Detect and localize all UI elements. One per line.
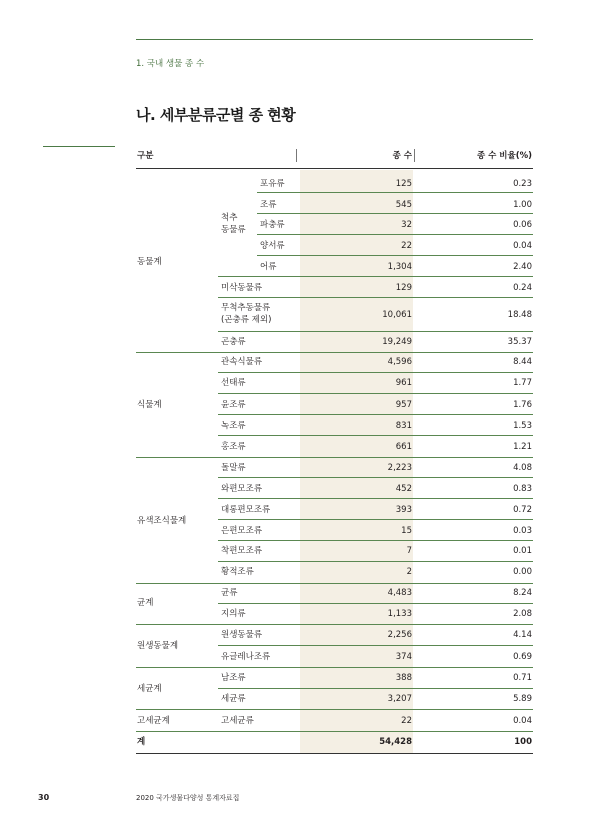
- group-divider: [136, 709, 533, 710]
- row-subcategory: 와편모조류: [221, 484, 263, 494]
- row-subcategory: 조류: [260, 200, 277, 210]
- row-count: 10,061: [382, 310, 412, 320]
- row-subcategory: 파충류: [260, 220, 285, 230]
- row-count: 4,596: [387, 357, 412, 367]
- row-divider: [218, 435, 533, 436]
- row-ratio: 2.08: [513, 609, 532, 619]
- row-count: 3,207: [387, 694, 412, 704]
- row-count: 393: [395, 505, 412, 515]
- group-label-bacteria: 세균계: [137, 684, 162, 694]
- row-subcategory: 홍조류: [221, 442, 246, 452]
- row-ratio: 1.76: [513, 400, 532, 410]
- header-ratio: 종 수 비율(%): [476, 151, 532, 161]
- row-ratio: 8.44: [513, 357, 532, 367]
- total-ratio: 100: [514, 737, 532, 747]
- row-count: 452: [395, 484, 412, 494]
- row-count: 22: [401, 716, 412, 726]
- row-subcategory: 착편모조류: [221, 546, 263, 556]
- group-label-protozoa: 원생동물계: [137, 641, 179, 651]
- total-count: 54,428: [379, 737, 412, 747]
- row-subcategory: 고세균류: [221, 716, 254, 726]
- row-ratio: 4.08: [513, 463, 532, 473]
- row-subcategory: 균류: [221, 588, 238, 598]
- row-divider: [257, 255, 533, 256]
- header-category: 구분: [137, 151, 154, 161]
- publication-title: 2020 국가생물다양성 통계자료집: [136, 794, 240, 802]
- row-divider: [218, 297, 533, 298]
- row-subcategory-line2: (곤충류 제외): [221, 315, 272, 325]
- row-subcategory: 선태류: [221, 378, 246, 388]
- row-subcategory: 녹조류: [221, 421, 246, 431]
- row-count: 125: [395, 179, 412, 189]
- row-subcategory: 남조류: [221, 673, 246, 683]
- row-count: 661: [395, 442, 412, 452]
- row-count: 545: [395, 200, 412, 210]
- row-ratio: 0.72: [513, 505, 532, 515]
- row-subcategory: 은편모조류: [221, 526, 263, 536]
- row-count: 19,249: [382, 337, 412, 347]
- section-label: 1. 국내 생물 종 수: [136, 59, 205, 69]
- row-count: 374: [395, 652, 412, 662]
- row-divider: [218, 372, 533, 373]
- total-label: 계: [137, 737, 146, 747]
- row-ratio: 5.89: [513, 694, 532, 704]
- row-ratio: 8.24: [513, 588, 532, 598]
- row-ratio: 0.83: [513, 484, 532, 494]
- row-subcategory: 원생동물류: [221, 630, 263, 640]
- row-divider: [218, 477, 533, 478]
- row-ratio: 1.53: [513, 421, 532, 431]
- row-count: 22: [401, 241, 412, 251]
- row-divider: [257, 213, 533, 214]
- row-subcategory: 관속식물류: [221, 357, 263, 367]
- vertebrate-label-line1: 척추: [221, 213, 238, 223]
- row-ratio: 35.37: [507, 337, 532, 347]
- group-divider: [136, 624, 533, 625]
- row-subcategory: 세균류: [221, 694, 246, 704]
- row-subcategory: 윤조류: [221, 400, 246, 410]
- row-subcategory-line1: 무척추동물류: [221, 303, 271, 313]
- row-count: 2,256: [387, 630, 412, 640]
- row-ratio: 0.23: [513, 179, 532, 189]
- row-ratio: 0.01: [513, 546, 532, 556]
- row-divider: [257, 234, 533, 235]
- row-subcategory: 어류: [260, 262, 277, 272]
- row-ratio: 0.71: [513, 673, 532, 683]
- group-label-fungi: 균계: [137, 598, 154, 608]
- row-count: 7: [406, 546, 412, 556]
- group-label-chromista: 유색조식물계: [137, 516, 187, 526]
- row-subcategory: 유글레나조류: [221, 652, 271, 662]
- row-count: 2: [406, 567, 412, 577]
- header-rule: [136, 39, 533, 40]
- row-ratio: 0.03: [513, 526, 532, 536]
- row-ratio: 0.00: [513, 567, 532, 577]
- group-label-plant: 식물계: [137, 400, 162, 410]
- header-tick: [296, 149, 297, 162]
- row-divider: [218, 645, 533, 646]
- row-count: 2,223: [387, 463, 412, 473]
- page-heading: 나. 세부분류군별 종 현황: [136, 106, 296, 124]
- group-divider: [136, 352, 533, 353]
- row-subcategory: 지의류: [221, 609, 246, 619]
- row-ratio: 2.40: [513, 262, 532, 272]
- header-divider: [136, 168, 533, 169]
- group-divider: [136, 667, 533, 668]
- row-subcategory: 포유류: [260, 179, 285, 189]
- row-ratio: 1.00: [513, 200, 532, 210]
- row-divider: [218, 540, 533, 541]
- row-subcategory: 양서류: [260, 241, 285, 251]
- row-count: 4,483: [387, 588, 412, 598]
- row-count: 388: [395, 673, 412, 683]
- row-divider: [218, 519, 533, 520]
- row-count: 957: [395, 400, 412, 410]
- table-bottom-rule: [136, 753, 533, 754]
- row-ratio: 18.48: [507, 310, 532, 320]
- row-ratio: 0.04: [513, 716, 532, 726]
- row-divider: [218, 331, 533, 332]
- row-divider: [218, 393, 533, 394]
- row-count: 1,133: [387, 609, 412, 619]
- row-divider: [257, 192, 533, 193]
- header-species-count: 종 수: [392, 151, 412, 161]
- row-ratio: 0.04: [513, 241, 532, 251]
- row-divider: [218, 414, 533, 415]
- vertebrate-label-line2: 동물류: [221, 225, 246, 235]
- row-subcategory: 황적조류: [221, 567, 254, 577]
- row-count: 15: [401, 526, 412, 536]
- group-divider: [136, 457, 533, 458]
- header-tick: [414, 149, 415, 162]
- row-ratio: 0.69: [513, 652, 532, 662]
- page-number: 30: [38, 793, 50, 802]
- row-count: 32: [401, 220, 412, 230]
- group-label-archaea: 고세균계: [137, 716, 170, 726]
- row-ratio: 4.14: [513, 630, 532, 640]
- row-ratio: 0.06: [513, 220, 532, 230]
- group-divider: [136, 731, 533, 732]
- row-count: 129: [395, 283, 412, 293]
- row-subcategory: 돌말류: [221, 463, 246, 473]
- row-count: 961: [395, 378, 412, 388]
- row-subcategory: 대롱편모조류: [221, 505, 271, 515]
- row-divider: [218, 688, 533, 689]
- row-count: 831: [395, 421, 412, 431]
- row-divider: [218, 498, 533, 499]
- row-ratio: 1.77: [513, 378, 532, 388]
- row-divider: [218, 276, 533, 277]
- heading-accent-rule: [43, 146, 115, 147]
- row-count: 1,304: [387, 262, 412, 272]
- row-subcategory: 미삭동물류: [221, 283, 263, 293]
- group-divider: [136, 583, 533, 584]
- row-divider: [218, 603, 533, 604]
- row-divider: [218, 561, 533, 562]
- group-label-animal: 동물계: [137, 257, 162, 267]
- row-ratio: 1.21: [513, 442, 532, 452]
- row-subcategory: 곤충류: [221, 337, 246, 347]
- row-ratio: 0.24: [513, 283, 532, 293]
